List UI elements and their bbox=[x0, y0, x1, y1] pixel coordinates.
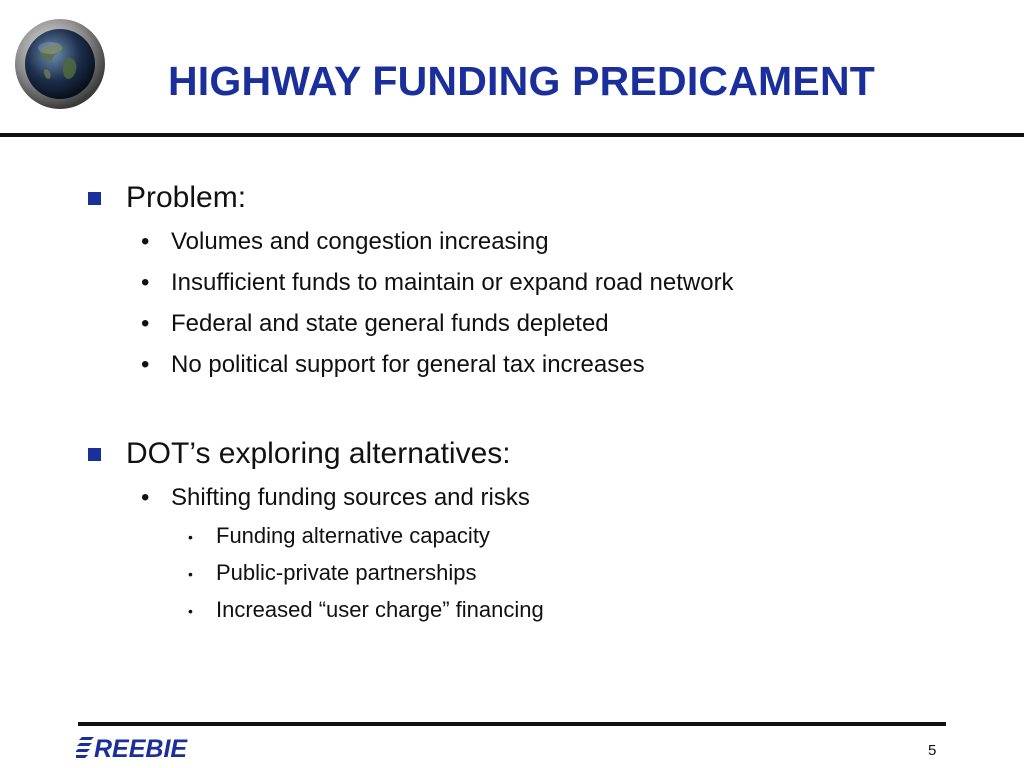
bullet-text: Shifting funding sources and risks bbox=[171, 484, 530, 511]
title-divider bbox=[0, 133, 1024, 137]
square-bullet-icon bbox=[88, 192, 101, 205]
dot-bullet-icon: • bbox=[141, 351, 150, 378]
dot-bullet-icon: • bbox=[141, 269, 150, 296]
reebie-logo-text: REEBIE bbox=[94, 735, 188, 762]
bullet-text: Federal and state general funds depleted bbox=[171, 310, 609, 337]
footer-divider bbox=[78, 722, 946, 726]
bullet-heading: Problem: bbox=[126, 181, 247, 214]
dot-bullet-icon: • bbox=[141, 310, 150, 337]
bullet-text: Public-private partnerships bbox=[216, 560, 477, 585]
small-dot-bullet-icon: • bbox=[188, 566, 193, 582]
small-dot-bullet-icon: • bbox=[188, 603, 193, 619]
bullet-heading: DOT’s exploring alternatives: bbox=[126, 437, 511, 470]
page-number: 5 bbox=[928, 742, 937, 759]
small-dot-bullet-icon: • bbox=[188, 529, 193, 545]
slide-title: HIGHWAY FUNDING PREDICAMENT bbox=[168, 58, 876, 104]
dot-bullet-icon: • bbox=[141, 484, 150, 511]
bullet-text: Insufficient funds to maintain or expand road network bbox=[171, 269, 734, 296]
reebie-logo bbox=[76, 732, 200, 762]
bullet-text: Funding alternative capacity bbox=[216, 523, 490, 548]
square-bullet-icon bbox=[88, 448, 101, 461]
bullet-text: Increased “user charge” financing bbox=[216, 597, 544, 622]
globe-logo-icon bbox=[14, 18, 106, 110]
bullet-text: No political support for general tax increases bbox=[171, 351, 645, 378]
bullet-text: Volumes and congestion increasing bbox=[171, 228, 549, 255]
dot-bullet-icon: • bbox=[141, 228, 150, 255]
